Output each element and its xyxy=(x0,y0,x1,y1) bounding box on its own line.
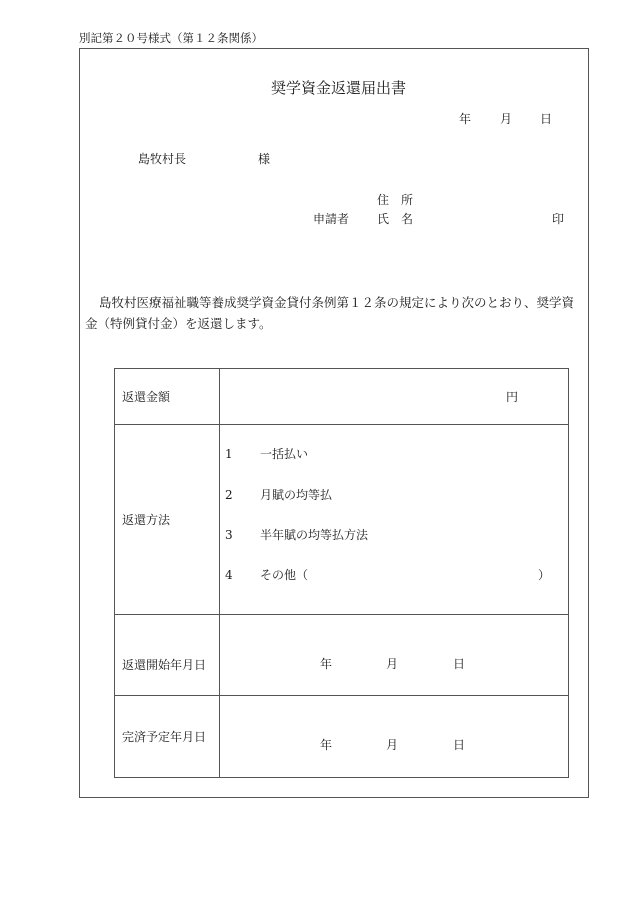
form-number-note: 別記第２０号様式（第１２条関係） xyxy=(79,31,263,45)
option-4-close-paren: ） xyxy=(538,568,551,582)
start-date-cell xyxy=(220,615,569,696)
start-month-label: 月 xyxy=(386,657,399,671)
addressee-name: 島牧村長 xyxy=(138,152,187,166)
amount-unit: 円 xyxy=(506,390,519,404)
method-label: 返還方法 xyxy=(115,425,220,615)
date-month-label: 月 xyxy=(500,112,513,126)
option-4-number: 4 xyxy=(225,568,233,582)
repayment-details-table xyxy=(114,368,569,778)
end-month-label: 月 xyxy=(386,738,399,752)
start-year-label: 年 xyxy=(320,657,333,671)
date-year-label: 年 xyxy=(459,112,472,126)
end-day-label: 日 xyxy=(453,738,466,752)
end-year-label: 年 xyxy=(320,738,333,752)
option-2-number: 2 xyxy=(225,488,233,502)
end-date-label: 完済予定年月日 xyxy=(115,696,220,778)
table-row-method xyxy=(115,425,569,615)
amount-label: 返還金額 xyxy=(115,369,220,425)
option-1-text: 一括払い xyxy=(260,447,309,461)
option-3-text: 半年賦の均等払方法 xyxy=(260,528,369,542)
document-title: 奨学資金返還届出書 xyxy=(271,79,407,97)
address-label: 住 所 xyxy=(377,193,414,207)
declaration-text: 島牧村医療福祉職等養成奨学資金貸付条例第１２条の規定により次のとおり、奨学資金（特例貸付金）を返還します。 xyxy=(85,295,575,331)
option-3-number: 3 xyxy=(225,528,233,542)
method-options-cell xyxy=(220,425,569,615)
start-day-label: 日 xyxy=(453,657,466,671)
seal-mark: 印 xyxy=(552,212,565,226)
table-row-amount xyxy=(115,369,569,425)
table-row-start-date xyxy=(115,615,569,696)
date-day-label: 日 xyxy=(540,112,553,126)
applicant-label: 申請者 xyxy=(313,212,350,226)
end-date-cell xyxy=(220,696,569,778)
addressee-honorific: 様 xyxy=(258,152,271,166)
amount-value-cell xyxy=(220,369,569,425)
option-4-text: その他（ xyxy=(260,568,309,582)
option-2-text: 月賦の均等払 xyxy=(260,488,333,502)
start-date-label: 返還開始年月日 xyxy=(115,615,220,696)
name-label: 氏 名 xyxy=(377,212,414,226)
table-row-end-date xyxy=(115,696,569,778)
option-1-number: 1 xyxy=(225,447,233,461)
